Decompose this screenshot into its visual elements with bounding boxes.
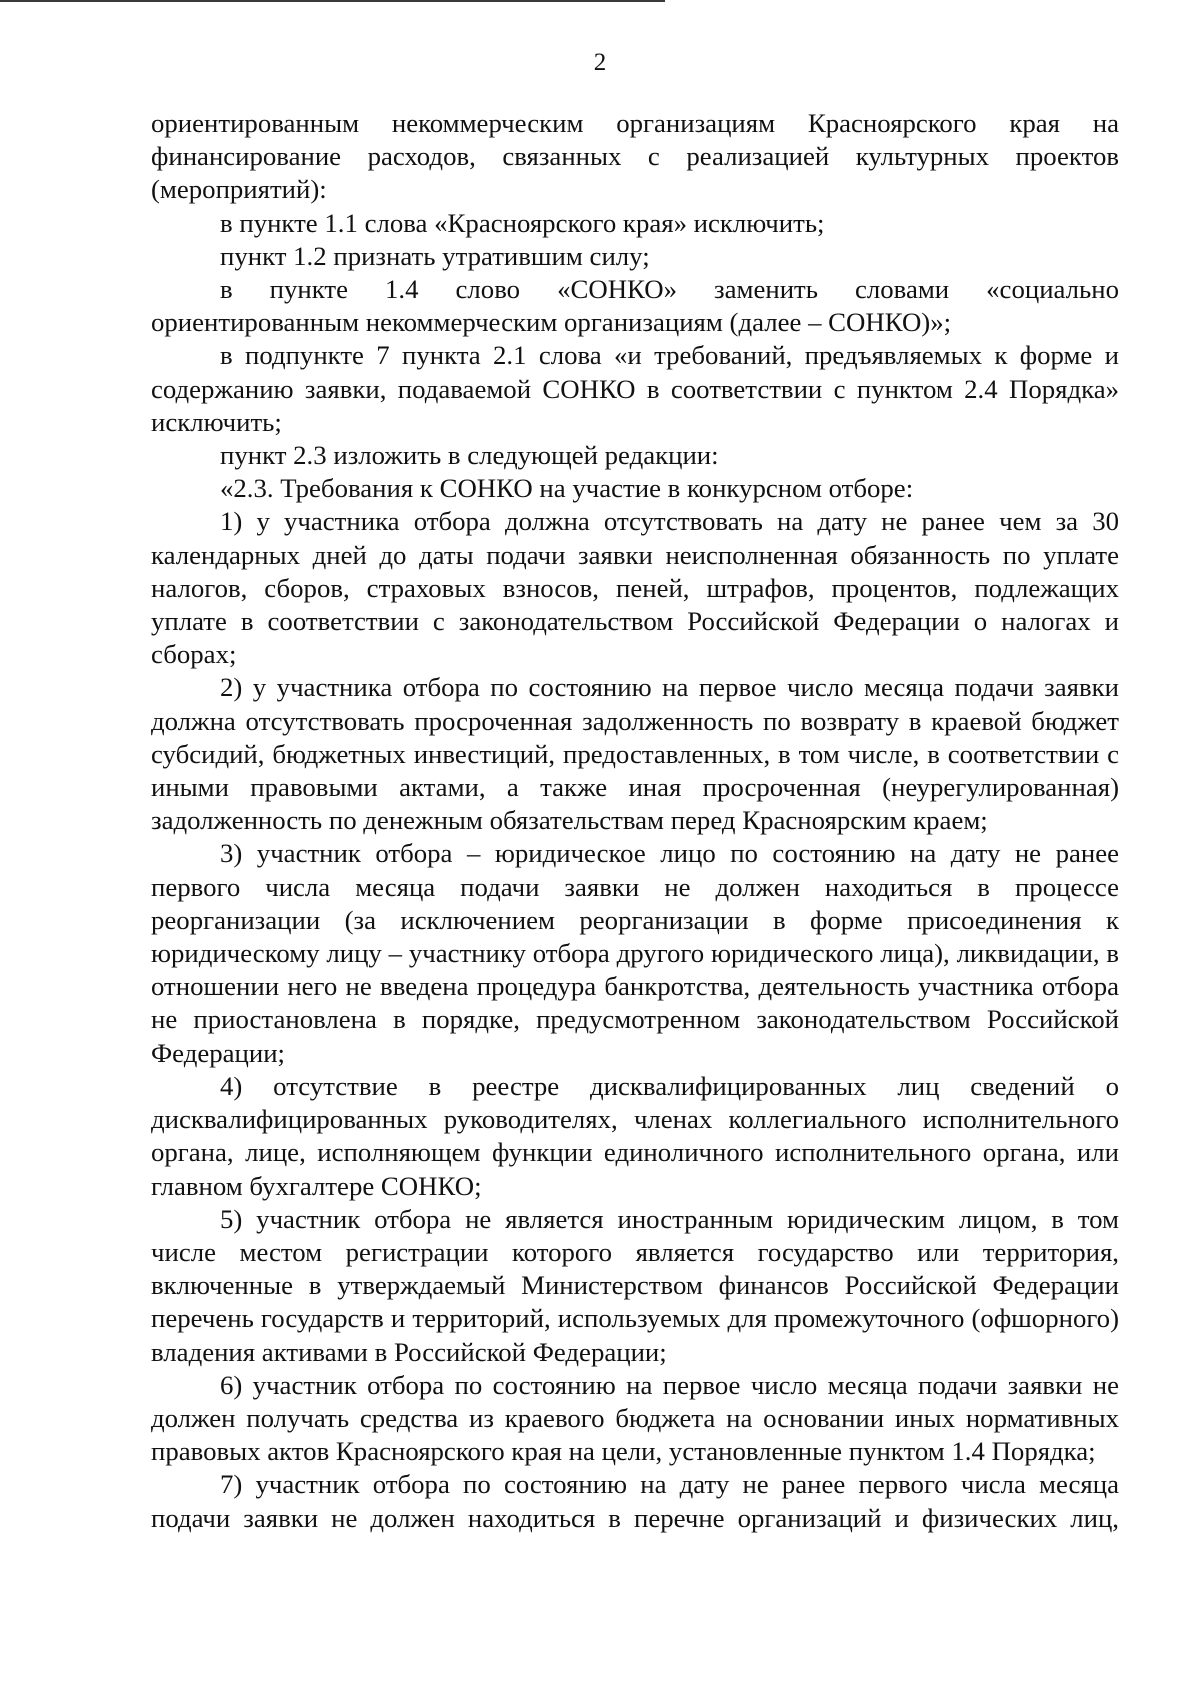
scan-edge-line <box>0 0 665 2</box>
paragraph-intro-continuation: ориентированным некоммерческим организациям Красноярского края на финансирование расходов, связанных с реализацией культурных проектов (мероприятий): <box>151 108 1119 205</box>
document-body <box>151 107 1119 1535</box>
paragraph-requirement-2: 2) у участника отбора по состоянию на первое число месяца подачи заявки должна отсутствовать просроченная задолженность по возврату в краевой бюджет субсидий, бюджетных инвестиций, предоставленных, в том числе, в соответствии с иными правовыми актами, а также иная просроченная (неурегулированная) задолженность по денежным обязательствам перед Красноярским краем; <box>151 672 1119 836</box>
paragraph-amendment-1-1: в пункте 1.1 слова «Красноярского края» исключить; <box>220 207 825 238</box>
paragraph-amendment-1-4: в пункте 1.4 слово «СОНКО» заменить словами «социально ориентированным некоммерческим организациям (далее – СОНКО)»; <box>151 274 1119 338</box>
paragraph-requirement-4: 4) отсутствие в реестре дисквалифицированных лиц сведений о дисквалифицированных руководителях, членах коллегиального исполнительного органа, лице, исполняющем функции единоличного исполнительного органа, или главном бухгалтере СОНКО; <box>151 1070 1119 1201</box>
paragraph-amendment-2-1: в подпункте 7 пункта 2.1 слова «и требований, предъявляемых к форме и содержанию заявки, подаваемой СОНКО в соответствии с пунктом 2.4 Порядка» исключить; <box>151 340 1119 437</box>
paragraph-amendment-1-2: пункт 1.2 признать утратившим силу; <box>220 240 650 271</box>
paragraph-requirement-1: 1) у участника отбора должна отсутствовать на дату не ранее чем за 30 календарных дней до даты подачи заявки неисполненная обязанность по уплате налогов, сборов, страховых взносов, пеней, штрафов, процентов, подлежащих уплате в соответствии с законодательством Российской Федерации о налогах и сборах; <box>151 506 1119 670</box>
paragraph-amendment-2-3: пункт 2.3 изложить в следующей редакции: <box>220 440 719 471</box>
paragraph-requirements-heading: «2.3. Требования к СОНКО на участие в конкурсном отборе: <box>220 473 914 504</box>
paragraph-requirement-5: 5) участник отбора не является иностранным юридическим лицом, в том числе местом регистрации которого является государство или территория, включенные в утверждаемый Министерством финансов Российской Федерации перечень государств и территорий, используемых для промежуточного (офшорного) владения активами в Российской Федерации; <box>151 1203 1119 1367</box>
paragraph-requirement-3: 3) участник отбора – юридическое лицо по состоянию на дату не ранее первого числа месяца подачи заявки не должен находиться в процессе реорганизации (за исключением реорганизации в форме присоединения к юридическому лицу – участнику отбора другого юридического лица), ликвидации, в отношении него не введена процедура банкротства, деятельность участника отбора не приостановлена в порядке, предусмотренном законодательством Российской Федерации; <box>151 838 1119 1068</box>
paragraph-requirement-6: 6) участник отбора по состоянию на первое число месяца подачи заявки не должен получать средства из краевого бюджета на основании иных нормативных правовых актов Красноярского края на цели, установленные пунктом 1.4 Порядка; <box>151 1369 1119 1467</box>
page-number: 2 <box>593 49 607 76</box>
paragraph-requirement-7: 7) участник отбора по состоянию на дату не ранее первого числа месяца подачи заявки не должен находиться в перечне организаций и физических лиц, <box>151 1469 1119 1533</box>
